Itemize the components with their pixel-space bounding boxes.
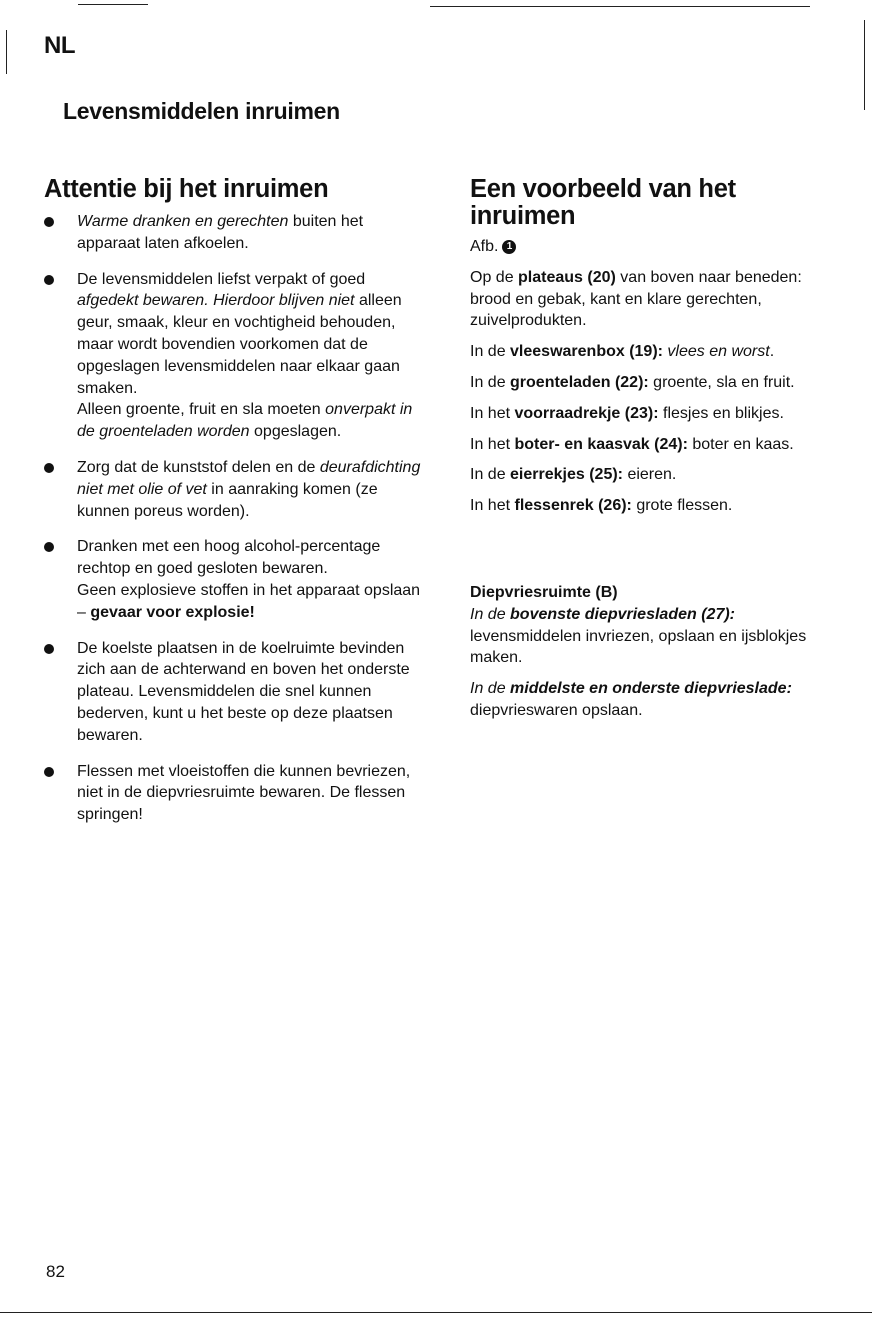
text-run: van boven naar beneden: [615, 268, 802, 286]
fridge-layout-list [470, 267, 842, 517]
text-run: flesjes en blikjes. [658, 404, 784, 422]
left-column [44, 176, 429, 840]
text-run: In de [470, 373, 511, 391]
attention-item [44, 269, 429, 443]
text-run: brood en gebak, kant en klare gerechten, zuivelprodukten. [470, 290, 762, 330]
text-run: plateaus (20) [518, 268, 616, 286]
text-run: voorraadrekje (23): [514, 404, 659, 422]
text-run: Flessen met vloeistoffen die kunnen bevriezen, niet in de diepvriesruimte bewaren. De flessen springen! [77, 762, 411, 824]
layout-paragraph [470, 267, 842, 332]
attention-item [44, 457, 429, 522]
text-run: in aanraking komen (ze kunnen poreus worden). [77, 480, 378, 520]
layout-paragraph [470, 372, 842, 394]
layout-paragraph [470, 434, 842, 456]
text-run: In de [470, 680, 511, 698]
layout-paragraph [470, 495, 842, 517]
text-run: vlees en worst [662, 343, 770, 361]
text-run: buiten het apparaat laten afkoelen. [77, 213, 364, 252]
attention-item [44, 761, 429, 826]
top-rule [430, 6, 810, 7]
right-edge-rule [864, 20, 865, 110]
text-run: diepvrieswaren opslaan. [470, 701, 643, 719]
text-run: grote flessen. [631, 497, 733, 515]
text-run: . [769, 343, 775, 361]
text-run: levensmiddelen invriezen, opslaan en ijsblokjes maken. [470, 627, 807, 667]
text-run: eierrekjes (25): [510, 466, 623, 484]
text-run: In de [470, 466, 511, 484]
text-run: In de [470, 605, 511, 623]
bullet-dot-icon [44, 217, 54, 227]
bullet-dot-icon [44, 767, 54, 777]
bullet-dot-icon [44, 275, 54, 285]
text-run: afgedekt bewaren. Hierdoor blijven niet [77, 292, 355, 310]
text-run: Geen explosieve stoffen in het apparaat opslaan – [77, 581, 421, 621]
attention-list [44, 211, 429, 826]
attention-item [44, 638, 429, 747]
text-run: boter- en kaasvak (24): [514, 435, 688, 453]
text-run: middelste en onderste diepvrieslade: [510, 680, 792, 698]
text-run: gevaar voor explosie! [90, 603, 255, 621]
bottom-rule [0, 1312, 872, 1313]
bullet-dot-icon [44, 644, 54, 654]
text-run: Alleen groente, fruit en sla moeten [77, 401, 326, 419]
text-run: In het [470, 435, 515, 453]
text-run: eieren. [623, 466, 677, 484]
text-run: De levensmiddelen liefst verpakt of goed [77, 270, 366, 288]
text-run: flessenrek (26): [514, 497, 632, 515]
text-run: vleeswarenbox (19): [510, 343, 663, 361]
text-run: Op de [470, 268, 519, 286]
text-run: alleen geur, smaak, kleur en vochtigheid behouden, maar wordt bovendien voorkomen dat de opgeslagen levensmiddelen naar elkaar gaan smaken. [77, 292, 402, 397]
freezer-paragraph [470, 678, 842, 722]
text-run: opgeslagen. [249, 423, 342, 441]
text-run: boter en kaas. [687, 435, 794, 453]
figure-label: Afb. [470, 238, 499, 255]
left-edge-rule [6, 30, 7, 74]
text-run: bovenste diepvriesladen (27): [510, 605, 735, 623]
text-run: In het [470, 404, 515, 422]
bullet-dot-icon [44, 463, 54, 473]
figure-number-badge: 1 [502, 240, 516, 254]
text-run: Zorg dat de kunststof delen en de [77, 458, 320, 476]
text-run: Dranken met een hoog alcohol-percentage rechtop en goed gesloten bewaren. [77, 538, 381, 578]
freezer-paragraph [470, 604, 842, 669]
top-rule-short [78, 4, 148, 5]
freezer-title: Diepvriesruimte (B) [470, 583, 618, 601]
bullet-dot-icon [44, 542, 54, 552]
attention-heading: Attentie bij het inruimen [44, 175, 329, 203]
text-run: groente, sla en fruit. [648, 373, 795, 391]
section-title: Levensmiddelen inruimen [63, 98, 340, 124]
text-run: onverpakt in de groenteladen worden [77, 401, 413, 441]
attention-item [44, 211, 429, 255]
text-run: In de [470, 343, 511, 361]
layout-paragraph [470, 403, 842, 425]
attention-item [44, 536, 429, 623]
layout-paragraph [470, 464, 842, 486]
right-column [470, 176, 842, 731]
example-heading: Een voorbeeld van het inruimen [470, 175, 736, 230]
text-run: In het [470, 497, 515, 515]
text-run: De koelste plaatsen in de koelruimte bevinden zich aan de achterwand en boven het onderste plateau. Levensmiddelen die snel kunnen bederven, kunt u het beste op deze plaatsen bewaren. [77, 639, 410, 744]
page-number: 82 [46, 1262, 65, 1281]
language-code: NL [44, 32, 75, 59]
text-run: Warme dranken en gerechten [77, 213, 289, 230]
text-run: groenteladen (22): [510, 373, 649, 391]
text-run: deurafdichting niet met olie of vet [77, 458, 421, 498]
figure-reference [470, 236, 842, 258]
layout-paragraph [470, 341, 842, 363]
freezer-layout-list [470, 604, 842, 722]
